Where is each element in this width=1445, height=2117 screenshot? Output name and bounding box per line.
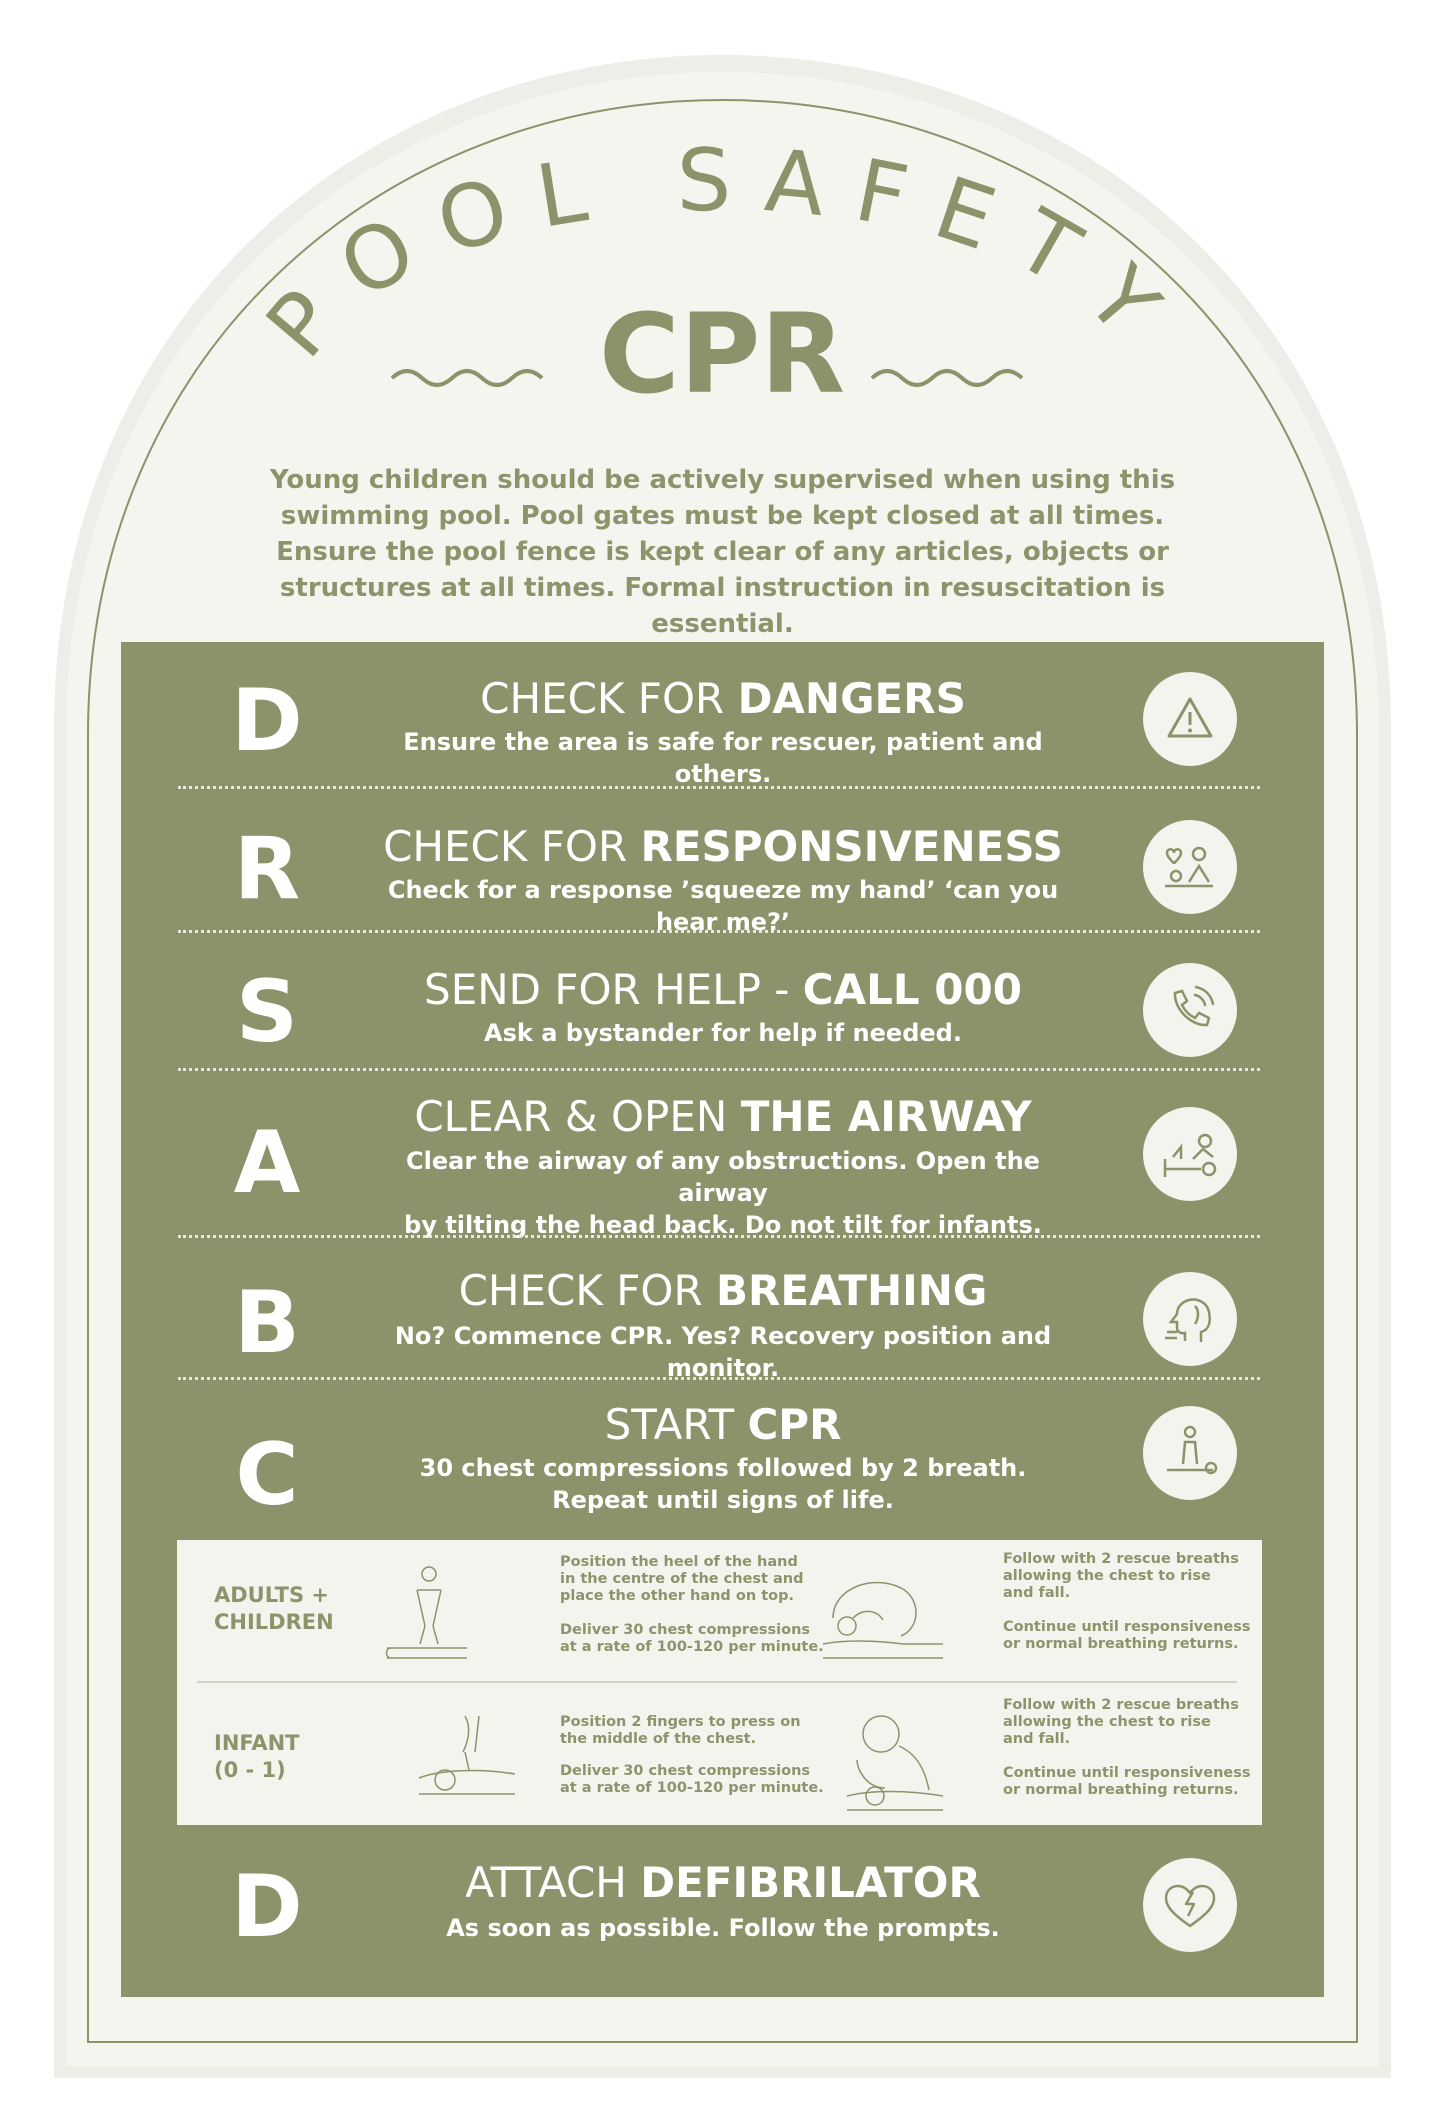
intro-line: structures at all times. Formal instruction in resuscitation is essential. <box>279 573 1166 639</box>
infant-compression-step2 <box>560 1763 824 1797</box>
text-line: the middle of the chest. <box>560 1731 757 1747</box>
intro-line: Ensure the pool fence is kept clear of any articles, objects or <box>276 537 1169 567</box>
text-line: Follow with 2 rescue breaths <box>1003 1551 1239 1567</box>
main-title: CPR <box>598 290 846 418</box>
step-title-bold: CPR <box>747 1400 842 1449</box>
step-title-bold: DEFIBRILATOR <box>640 1858 981 1907</box>
step-desc-line: Clear the airway of any obstructions. Open the airway <box>406 1147 1040 1207</box>
text-line: in the centre of the chest and <box>560 1571 804 1587</box>
responsiveness-icon <box>1143 820 1237 914</box>
step-title-light: CHECK FOR <box>383 822 641 871</box>
step-letter: D <box>231 671 303 771</box>
infant-breath-step1 <box>1003 1697 1239 1748</box>
adult-compression-step2 <box>560 1622 824 1656</box>
divider <box>178 786 1260 789</box>
intro-line: Young children should be actively supervised when using this <box>269 465 1176 495</box>
text-line: Deliver 30 chest compressions <box>560 1763 811 1779</box>
step-desc-line: Ensure the area is safe for rescuer, patient and others. <box>403 728 1043 788</box>
step-letter: C <box>235 1425 299 1525</box>
step-title-light: CHECK FOR <box>458 1266 717 1315</box>
step-desc-line: Repeat until signs of life. <box>552 1486 894 1514</box>
text-line: at a rate of 100-120 per minute. <box>560 1780 824 1796</box>
row-label-infant <box>214 1730 299 1784</box>
text-line: Continue until responsiveness <box>1003 1619 1251 1635</box>
step-desc <box>363 874 1083 938</box>
step-title-bold: THE AIRWAY <box>740 1092 1032 1141</box>
infant-compression-illustration <box>409 1708 521 1808</box>
step-desc-line: Ask a bystander for help if needed. <box>484 1019 962 1047</box>
step-letter: S <box>236 962 298 1062</box>
adult-breath-step2 <box>1003 1619 1251 1653</box>
divider <box>178 1068 1260 1071</box>
defibrillator-icon <box>1143 1858 1237 1952</box>
step-desc <box>363 1320 1083 1384</box>
phone-icon <box>1143 963 1237 1057</box>
step-title <box>383 676 1063 722</box>
infant-breath-illustration <box>837 1700 949 1818</box>
cpr-method-table <box>177 1540 1262 1825</box>
text-line: Position 2 fingers to press on <box>560 1714 801 1730</box>
step-letter: A <box>233 1113 301 1213</box>
text-line: allowing the chest to rise <box>1003 1714 1211 1730</box>
step-title <box>383 967 1063 1013</box>
text-line: or normal breathing returns. <box>1003 1636 1239 1652</box>
step-title <box>383 1860 1063 1906</box>
cpr-icon <box>1143 1406 1237 1500</box>
text-line: Follow with 2 rescue breaths <box>1003 1697 1239 1713</box>
text-line: place the other hand on top. <box>560 1588 794 1604</box>
row-label-line: CHILDREN <box>214 1610 334 1634</box>
step-desc-line: Check for a response ’squeeze my hand’ ‘can you hear me?’ <box>387 876 1059 936</box>
intro-paragraph <box>230 462 1215 642</box>
warning-icon <box>1143 672 1237 766</box>
text-line: Continue until responsiveness <box>1003 1765 1251 1781</box>
infant-compression-step1 <box>560 1714 801 1748</box>
divider <box>178 930 1260 933</box>
breathing-icon <box>1143 1272 1237 1366</box>
step-title <box>383 824 1063 870</box>
row-label-adults <box>214 1582 334 1636</box>
intro-line: swimming pool. Pool gates must be kept closed at all times. <box>280 501 1165 531</box>
step-title-light: SEND FOR HELP - <box>424 965 803 1014</box>
step-letter: B <box>234 1273 300 1373</box>
row-label-line: INFANT <box>214 1731 300 1755</box>
step-letter: R <box>233 819 301 919</box>
divider <box>178 1377 1260 1380</box>
adult-compression-illustration <box>377 1560 487 1670</box>
step-title-bold: RESPONSIVENESS <box>640 822 1063 871</box>
step-title <box>383 1094 1063 1140</box>
step-desc-line: by tilting the head back. Do not tilt for infants. <box>404 1211 1042 1239</box>
adult-breath-step1 <box>1003 1551 1239 1602</box>
row-label-line: (0 - 1) <box>214 1758 286 1782</box>
step-title-bold: DANGERS <box>737 674 966 723</box>
row-label-line: ADULTS + <box>214 1583 329 1607</box>
step-desc-line: 30 chest compressions followed by 2 breath. <box>419 1454 1027 1482</box>
step-desc-line: As soon as possible. Follow the prompts. <box>446 1914 1000 1942</box>
step-desc <box>363 1017 1083 1049</box>
step-title <box>383 1268 1063 1314</box>
text-line: and fall. <box>1003 1731 1071 1747</box>
text-line: and fall. <box>1003 1585 1071 1601</box>
text-line: Deliver 30 chest compressions <box>560 1622 811 1638</box>
text-line: Position the heel of the hand <box>560 1554 798 1570</box>
step-title <box>383 1402 1063 1448</box>
arc-title: POOL SAFETY <box>247 130 1198 377</box>
text-line: or normal breathing returns. <box>1003 1782 1239 1798</box>
airway-icon <box>1143 1107 1237 1201</box>
step-letter: D <box>231 1857 303 1957</box>
step-title-light: CHECK FOR <box>480 674 738 723</box>
step-title-light: START <box>604 1400 748 1449</box>
step-desc <box>363 1912 1083 1944</box>
table-divider <box>197 1681 1237 1683</box>
step-title-light: ATTACH <box>465 1858 641 1907</box>
step-title-light: CLEAR & OPEN <box>414 1092 741 1141</box>
text-line: at a rate of 100-120 per minute. <box>560 1639 824 1655</box>
step-desc <box>363 726 1083 790</box>
step-desc <box>363 1452 1083 1516</box>
step-desc-line: No? Commence CPR. Yes? Recovery position and monitor. <box>394 1322 1052 1382</box>
divider <box>178 1235 1260 1238</box>
step-desc <box>363 1145 1083 1241</box>
adult-breath-illustration <box>813 1558 953 1670</box>
step-title-bold: BREATHING <box>716 1266 988 1315</box>
infant-breath-step2 <box>1003 1765 1251 1799</box>
adult-compression-step1 <box>560 1554 804 1605</box>
text-line: allowing the chest to rise <box>1003 1568 1211 1584</box>
step-title-bold: CALL 000 <box>802 965 1022 1014</box>
